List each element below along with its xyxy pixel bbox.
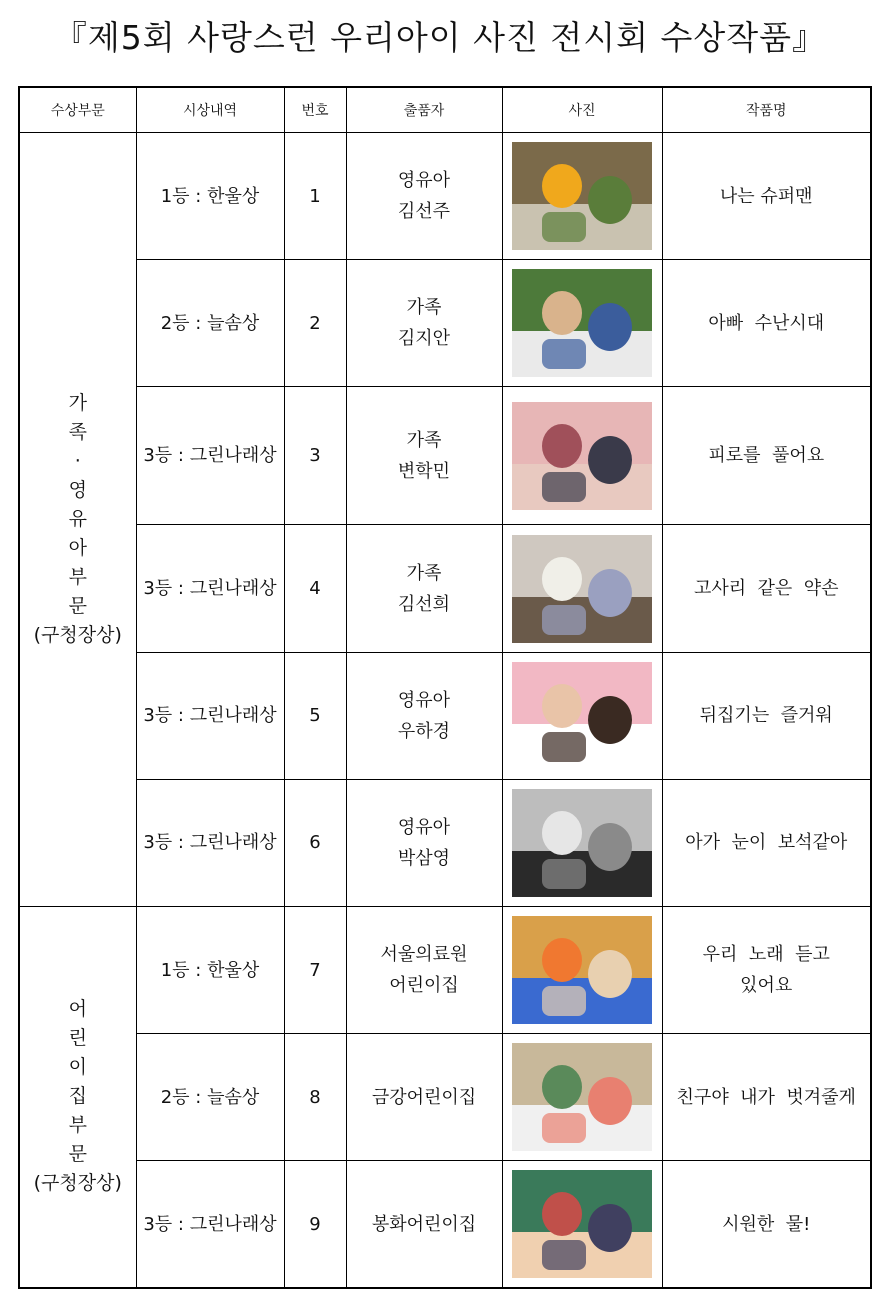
number-cell: 1 xyxy=(284,133,346,260)
category-char: 문 xyxy=(68,1143,87,1166)
dad-kids-photo xyxy=(512,269,652,377)
number-cell: 8 xyxy=(284,1034,346,1161)
category-char: · xyxy=(74,449,81,472)
bw-babies-photo xyxy=(512,789,652,897)
category-char: 족 xyxy=(68,420,87,443)
work-title-cell xyxy=(662,1161,871,1288)
number-cell: 5 xyxy=(284,652,346,779)
header-entrant: 출품자 xyxy=(346,87,502,133)
number-cell: 9 xyxy=(284,1161,346,1288)
award-cell: 2등 : 늘솜상 xyxy=(136,1034,284,1161)
photo-cell xyxy=(502,260,662,387)
work-title-cell xyxy=(662,779,871,906)
category-char: 가 xyxy=(68,391,87,414)
header-title: 작품명 xyxy=(662,87,871,133)
category-char: 이 xyxy=(68,1056,87,1079)
entrant-cell xyxy=(346,133,502,260)
work-title-line: 뒤집기는 즐거워 xyxy=(699,705,833,727)
award-cell: 3등 : 그린나래상 xyxy=(136,652,284,779)
table-row xyxy=(19,906,871,1033)
slide-photo xyxy=(512,142,652,250)
entrant-cell xyxy=(346,1161,502,1288)
entrant-line: 영유아 xyxy=(397,689,451,711)
photo xyxy=(512,789,652,897)
entrant-line: 봉화어린이집 xyxy=(371,1213,477,1235)
category-char: 집 xyxy=(68,1085,87,1108)
award-cell: 2등 : 늘솜상 xyxy=(136,260,284,387)
photo xyxy=(512,142,652,250)
work-title-cell xyxy=(662,1034,871,1161)
header-award: 시상내역 xyxy=(136,87,284,133)
photo-cell xyxy=(502,133,662,260)
entrant-line: 서울의료원 xyxy=(380,944,468,966)
number-cell: 3 xyxy=(284,387,346,525)
work-title-line: 피로를 풀어요 xyxy=(708,445,825,467)
photo xyxy=(512,1043,652,1151)
photo-cell xyxy=(502,652,662,779)
work-title-line: 우리 노래 듣고 xyxy=(702,944,830,966)
work-title-cell xyxy=(662,260,871,387)
work-title-line: 아빠 수난시대 xyxy=(708,312,825,334)
photo xyxy=(512,662,652,770)
header-category: 수상부문 xyxy=(19,87,136,133)
smiling-baby-photo xyxy=(512,662,652,770)
work-title-cell xyxy=(662,133,871,260)
work-title-line: 친구야 내가 벗겨줄게 xyxy=(676,1086,856,1108)
photo-cell xyxy=(502,906,662,1033)
photo-cell xyxy=(502,1034,662,1161)
category-char: 아 xyxy=(68,536,87,559)
photo-cell xyxy=(502,1161,662,1288)
table-row xyxy=(19,1034,871,1161)
entrant-line: 가족 xyxy=(406,297,442,319)
header-number: 번호 xyxy=(284,87,346,133)
category-sub: (구청장상) xyxy=(33,623,122,646)
category-char: 유 xyxy=(68,507,87,530)
award-cell: 1등 : 한울상 xyxy=(136,133,284,260)
number-cell: 2 xyxy=(284,260,346,387)
work-title-line: 아가 눈이 보석같아 xyxy=(685,832,848,854)
entrant-cell xyxy=(346,906,502,1033)
entrant-line: 어린이집 xyxy=(389,975,459,997)
category-sub: (구청장상) xyxy=(33,1172,122,1195)
table-row xyxy=(19,525,871,652)
work-title-line: 나는 슈퍼맨 xyxy=(719,185,813,207)
category-char: 영 xyxy=(68,478,87,501)
drinking-kids-photo xyxy=(512,1170,652,1278)
photo xyxy=(512,916,652,1024)
table-row xyxy=(19,133,871,260)
page-title: 『제5회 사랑스런 우리아이 사진 전시회 수상작품』 xyxy=(53,18,827,57)
photo xyxy=(512,269,652,377)
photo xyxy=(512,1170,652,1278)
kids-massage-photo xyxy=(512,535,652,643)
work-title-line: 있어요 xyxy=(740,975,793,997)
table-header-row xyxy=(19,87,871,133)
headphones-kids-photo xyxy=(512,916,652,1024)
entrant-line: 가족 xyxy=(406,429,442,451)
photo-cell xyxy=(502,525,662,652)
number-cell: 6 xyxy=(284,779,346,906)
entrant-cell xyxy=(346,387,502,525)
entrant-cell xyxy=(346,525,502,652)
table-row xyxy=(19,1161,871,1288)
category-char: 문 xyxy=(68,594,87,617)
entrant-line: 우하경 xyxy=(397,720,451,742)
photo-cell xyxy=(502,779,662,906)
category-char: 부 xyxy=(68,565,87,588)
work-title-cell xyxy=(662,525,871,652)
toddlers-photo xyxy=(512,1043,652,1151)
award-cell: 1등 : 한울상 xyxy=(136,906,284,1033)
work-title-cell xyxy=(662,387,871,525)
entrant-line: 영유아 xyxy=(397,170,451,192)
photo xyxy=(512,402,652,510)
entrant-line: 영유아 xyxy=(397,816,451,838)
family-nap-photo xyxy=(512,402,652,510)
photo xyxy=(512,535,652,643)
header-photo: 사진 xyxy=(502,87,662,133)
work-title-line: 고사리 같은 약손 xyxy=(693,578,839,600)
work-title-cell xyxy=(662,906,871,1033)
table-row xyxy=(19,652,871,779)
entrant-cell xyxy=(346,652,502,779)
award-cell: 3등 : 그린나래상 xyxy=(136,1161,284,1288)
awards-table xyxy=(18,86,872,1289)
category-char: 부 xyxy=(68,1114,87,1137)
table-row xyxy=(19,387,871,525)
award-cell: 3등 : 그린나래상 xyxy=(136,387,284,525)
entrant-line: 김지안 xyxy=(397,328,451,350)
entrant-line: 금강어린이집 xyxy=(371,1086,477,1108)
entrant-cell xyxy=(346,1034,502,1161)
award-cell: 3등 : 그린나래상 xyxy=(136,525,284,652)
work-title-line: 시원한 물! xyxy=(722,1213,811,1235)
work-title-cell xyxy=(662,652,871,779)
photo-cell xyxy=(502,387,662,525)
number-cell: 4 xyxy=(284,525,346,652)
entrant-line: 변학민 xyxy=(397,460,451,482)
entrant-cell xyxy=(346,779,502,906)
entrant-line: 박삼영 xyxy=(397,847,451,869)
category-char: 어 xyxy=(68,998,87,1021)
entrant-line: 김선희 xyxy=(397,593,451,615)
number-cell: 7 xyxy=(284,906,346,1033)
entrant-cell xyxy=(346,260,502,387)
award-cell: 3등 : 그린나래상 xyxy=(136,779,284,906)
entrant-line: 가족 xyxy=(406,562,442,584)
category-cell xyxy=(19,133,136,907)
table-row xyxy=(19,260,871,387)
entrant-line: 김선주 xyxy=(397,201,451,223)
table-row xyxy=(19,779,871,906)
category-cell xyxy=(19,906,136,1288)
category-char: 린 xyxy=(68,1027,87,1050)
